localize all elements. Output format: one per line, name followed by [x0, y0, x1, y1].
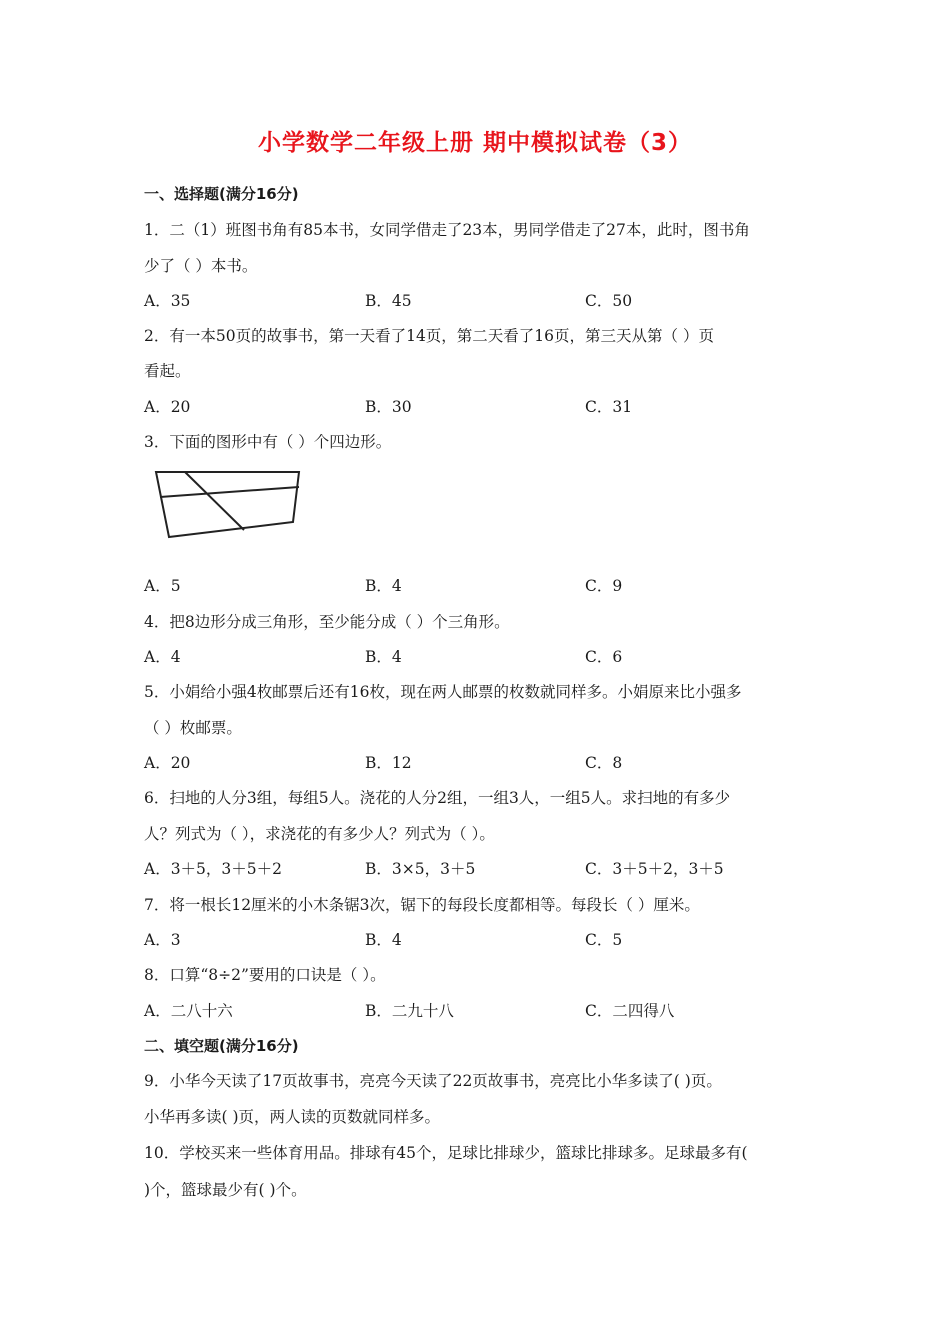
section-heading-choice: 一、选择题(满分16分)	[144, 185, 299, 203]
question-1-option-b: B．45	[365, 292, 412, 310]
question-2-option-b: B．30	[365, 398, 412, 416]
question-5-option-b: B．12	[365, 754, 412, 772]
question-5-option-a: A．20	[144, 754, 191, 772]
question-10-line-2: )个，篮球最少有( )个。	[144, 1181, 307, 1199]
question-4-option-b: B．4	[365, 648, 402, 666]
question-5-option-c: C．8	[585, 754, 623, 772]
question-8-option-a: A．二八十六	[144, 1002, 233, 1020]
question-9-line-2: 小华再多读( )页，两人读的页数就同样多。	[144, 1108, 441, 1126]
question-1-line-1: 1．二（1）班图书角有85本书，女同学借走了23本，男同学借走了27本，此时，图书角	[144, 221, 750, 239]
question-1-line-2: 少了（ ）本书。	[144, 257, 258, 275]
quadrilateral-figure	[150, 466, 310, 546]
question-7-option-c: C．5	[585, 931, 623, 949]
question-3-option-b: B．4	[365, 577, 402, 595]
question-6-line-2: 人？列式为（ ），求浇花的有多少人？列式为（ ）。	[144, 825, 495, 843]
figure-diagonal-line	[185, 472, 244, 530]
question-3-option-a: A．5	[144, 577, 181, 595]
figure-outer-shape	[156, 472, 299, 537]
question-9-line-1: 9．小华今天读了17页故事书，亮亮今天读了22页故事书，亮亮比小华多读了( )页。	[144, 1072, 722, 1090]
question-4-option-a: A．4	[144, 648, 181, 666]
page-title: 小学数学二年级上册 期中模拟试卷（3）	[257, 130, 692, 156]
question-6-option-c: C．3＋5＋2，3＋5	[585, 860, 724, 878]
question-6-option-b: B．3×5，3＋5	[365, 860, 476, 878]
question-1-option-a: A．35	[144, 292, 191, 310]
question-1-option-c: C．50	[585, 292, 633, 310]
question-7-option-a: A．3	[144, 931, 181, 949]
question-8-option-c: C．二四得八	[585, 1002, 675, 1020]
question-7-option-b: B．4	[365, 931, 402, 949]
question-4-line-1: 4．把8边形分成三角形，至少能分成（ ）个三角形。	[144, 613, 510, 631]
question-8-line-1: 8．口算“8÷2”要用的口诀是（ ）。	[144, 966, 386, 984]
question-6-option-a: A．3＋5，3＋5＋2	[144, 860, 283, 878]
question-3-line-1: 3．下面的图形中有（ ）个四边形。	[144, 433, 392, 451]
question-6-line-1: 6．扫地的人分3组，每组5人。浇花的人分2组，一组3人，一组5人。求扫地的有多少	[144, 789, 731, 807]
question-4-option-c: C．6	[585, 648, 623, 666]
question-2-option-c: C．31	[585, 398, 633, 416]
figure-cross-line	[160, 487, 299, 497]
section-heading-fill: 二、填空题(满分16分)	[144, 1037, 299, 1055]
question-2-line-2: 看起。	[144, 362, 191, 380]
question-3-option-c: C．9	[585, 577, 623, 595]
question-5-line-2: （ ）枚邮票。	[144, 719, 242, 737]
question-8-option-b: B．二九十八	[365, 1002, 454, 1020]
question-2-line-1: 2．有一本50页的故事书，第一天看了14页，第二天看了16页，第三天从第（ ）页	[144, 327, 714, 345]
question-10-line-1: 10．学校买来一些体育用品。排球有45个，足球比排球少，篮球比排球多。足球最多有(	[144, 1144, 748, 1162]
question-7-line-1: 7．将一根长12厘米的小木条锯3次，锯下的每段长度都相等。每段长（ ）厘米。	[144, 896, 700, 914]
question-5-line-1: 5．小娟给小强4枚邮票后还有16枚，现在两人邮票的枚数就同样多。小娟原来比小强多	[144, 683, 742, 701]
question-2-option-a: A．20	[144, 398, 191, 416]
